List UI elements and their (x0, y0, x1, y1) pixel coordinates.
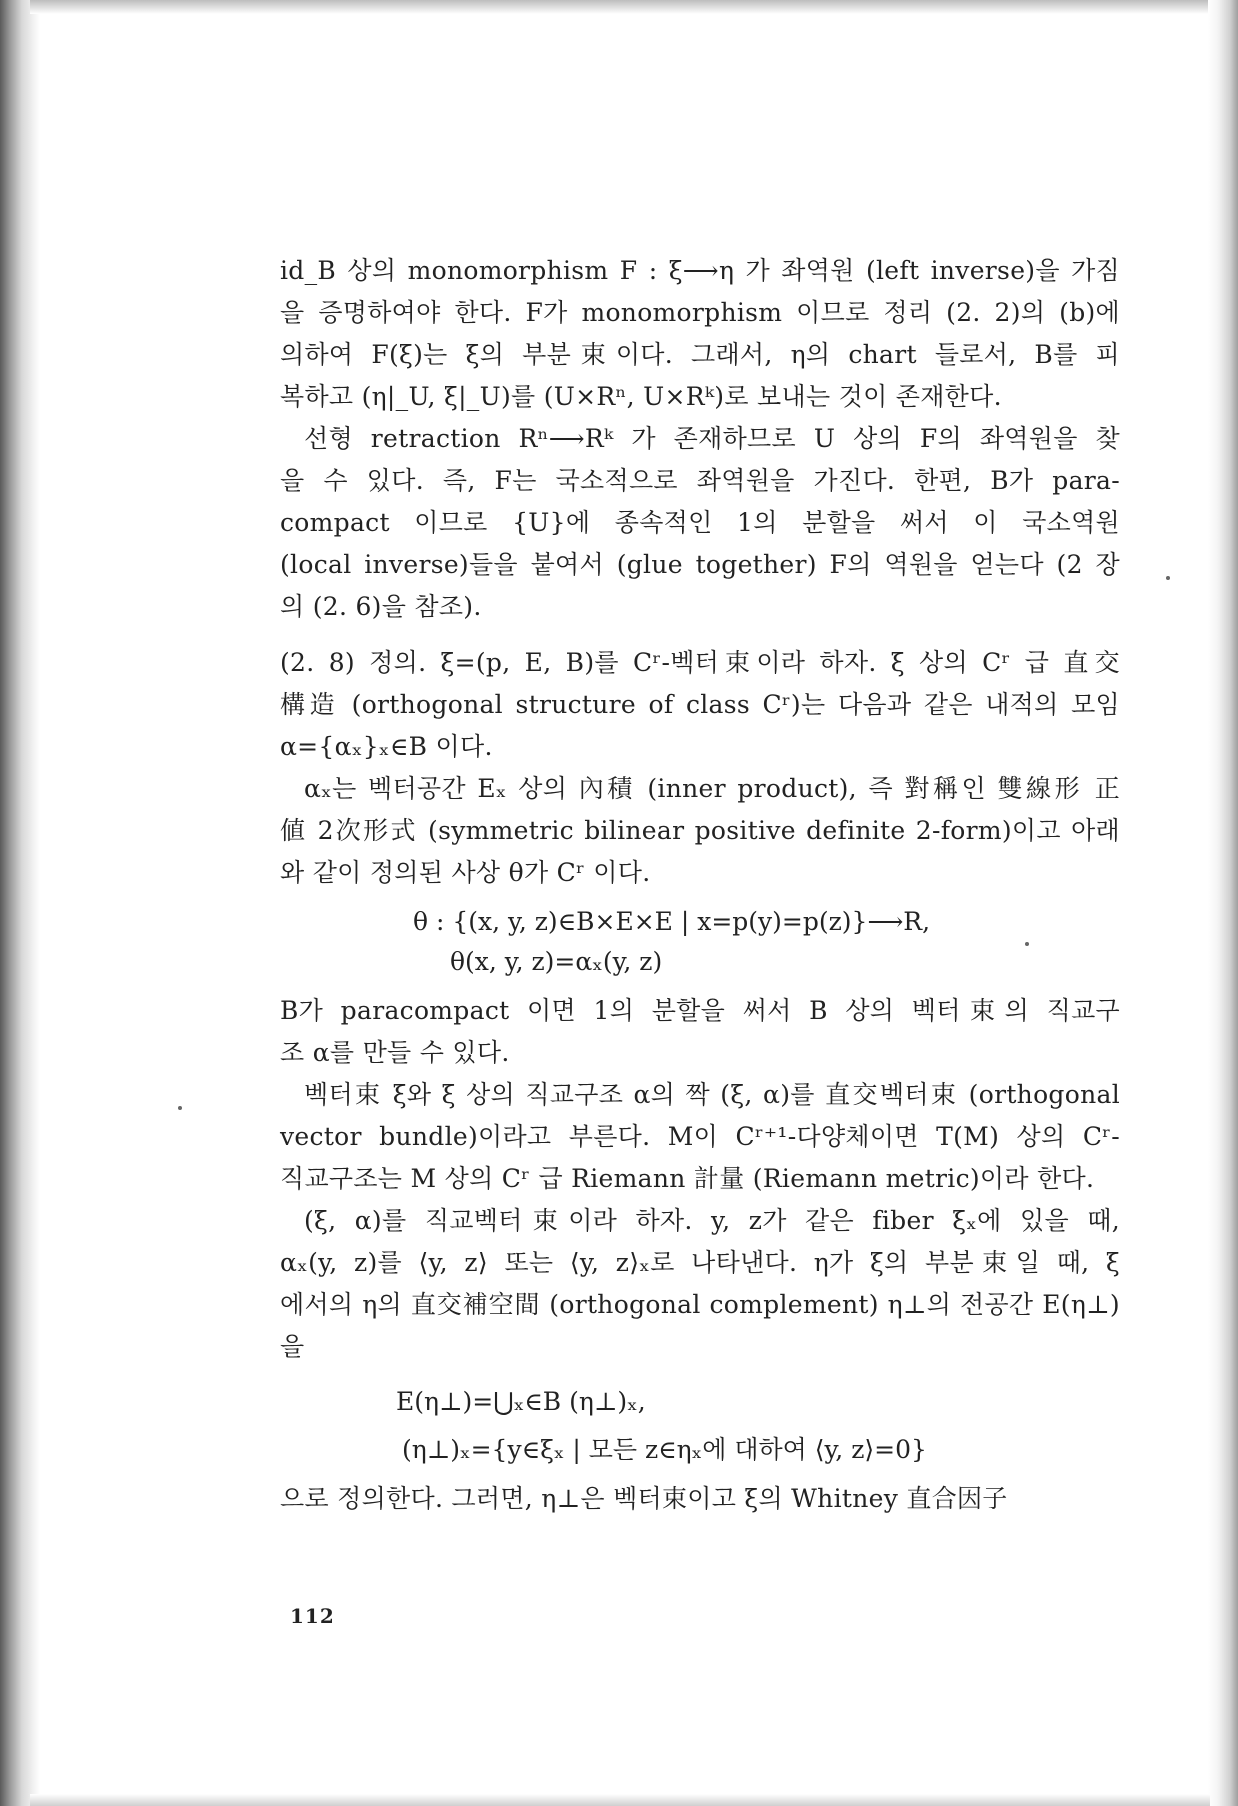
page-right-edge (1208, 0, 1238, 1806)
text-line: 으로 정의한다. 그러면, η⊥은 벡터束이고 ξ의 Whitney 直合因子 (280, 1484, 1008, 1513)
page-body (280, 250, 1120, 1520)
text-line: compact 이므로 {U}에 종속적인 1의 분할을 써서 이 국소역원 (280, 508, 1120, 537)
equation-line: θ(x, y, z)=αₓ(y, z) (450, 947, 663, 976)
equation-line: E(η⊥)=⋃ₓ∈B (η⊥)ₓ, (396, 1387, 646, 1416)
text-line: B가 paracompact 이면 1의 분할을 써서 B 상의 벡터束의 직교구 (280, 996, 1120, 1025)
text-line: 値 2次形式 (symmetric bilinear positive definite 2-form)이고 아래 (280, 816, 1120, 845)
text-line: (local inverse)들을 붙여서 (glue together) F의 역원을 얻는다 (2 장 (280, 550, 1120, 579)
definition-heading-line: (2. 8) 정의. ξ=(p, E, B)를 Cʳ-벡터束이라 하자. ξ 상의 Cʳ 급 直交 (280, 648, 1120, 677)
text-line: 직교구조는 M 상의 Cʳ 급 Riemann 計量 (Riemann metric)이라 한다. (280, 1164, 1095, 1193)
equation-line: (η⊥)ₓ={y∈ξₓ | 모든 z∈ηₓ에 대하여 ⟨y, z⟩=0} (402, 1435, 927, 1464)
page-top-edge (30, 0, 1210, 14)
paragraph-proof (280, 250, 1120, 418)
equation-complement (280, 1382, 1120, 1470)
definition-2-8 (280, 642, 1120, 768)
paragraph-paracompact (280, 990, 1120, 1074)
text-line: 을 증명하여야 한다. F가 monomorphism 이므로 정리 (2. 2)의 (b)에 (280, 298, 1120, 327)
text-line: 와 같이 정의된 사상 θ가 Cʳ 이다. (280, 858, 651, 887)
text-line: 構造 (orthogonal structure of class Cʳ)는 다음과 같은 내적의 모임 (280, 690, 1120, 719)
text-line: α={αₓ}ₓ∈B 이다. (280, 732, 493, 761)
scan-speck (178, 1106, 182, 1110)
text-line: 조 α를 만들 수 있다. (280, 1038, 510, 1067)
text-line: 벡터束 ξ와 ξ 상의 직교구조 α의 짝 (ξ, α)를 直交벡터束 (orthogonal (304, 1080, 1120, 1109)
text-line: 을 수 있다. 즉, F는 국소적으로 좌역원을 가진다. 한편, B가 para- (280, 466, 1120, 495)
page-number: 112 (290, 1604, 335, 1628)
text-line: 선형 retraction Rⁿ⟶Rᵏ 가 존재하므로 U 상의 F의 좌역원을 찾 (304, 424, 1120, 453)
text-line: 을 (280, 1332, 305, 1361)
text-line: αₓ(y, z)를 ⟨y, z⟩ 또는 ⟨y, z⟩ₓ로 나타낸다. η가 ξ의 부분束일 때, ξ (280, 1248, 1120, 1277)
text-line: id_B 상의 monomorphism F : ξ⟶η 가 좌역원 (left inverse)을 가짐 (280, 256, 1120, 285)
scan-speck (1025, 942, 1029, 946)
text-line: 에서의 η의 直交補空間 (orthogonal complement) η⊥의 전공간 E(η⊥) (280, 1290, 1120, 1319)
equation-line: θ : {(x, y, z)∈B×E×E | x=p(y)=p(z)}⟶R, (413, 907, 931, 936)
paragraph-whitney (280, 1478, 1120, 1520)
text-line: 의하여 F(ξ)는 ξ의 부분束이다. 그래서, η의 chart 들로서, B를 피 (280, 340, 1120, 369)
page-bottom-edge (30, 1794, 1210, 1806)
paragraph-inner-product (280, 768, 1120, 894)
equation-theta (280, 902, 1120, 982)
paragraph-retraction (280, 418, 1120, 628)
text-line: 복하고 (η|_U, ξ|_U)를 (U×Rⁿ, U×Rᵏ)로 보내는 것이 존재한다. (280, 382, 1002, 411)
scan-speck (1166, 576, 1170, 580)
page-binding-shadow (0, 0, 40, 1806)
paragraph-orthogonal-complement (280, 1200, 1120, 1368)
text-line: (ξ, α)를 직교벡터束이라 하자. y, z가 같은 fiber ξₓ에 있을 때, (304, 1206, 1120, 1235)
paragraph-orthogonal-bundle (280, 1074, 1120, 1200)
text-line: αₓ는 벡터공간 Eₓ 상의 內積 (inner product), 즉 對稱인 雙線形 正 (304, 774, 1120, 803)
text-line: vector bundle)이라고 부른다. M이 Cʳ⁺¹-다양체이면 T(M) 상의 Cʳ- (280, 1122, 1120, 1151)
text-line: 의 (2. 6)을 참조). (280, 592, 482, 621)
